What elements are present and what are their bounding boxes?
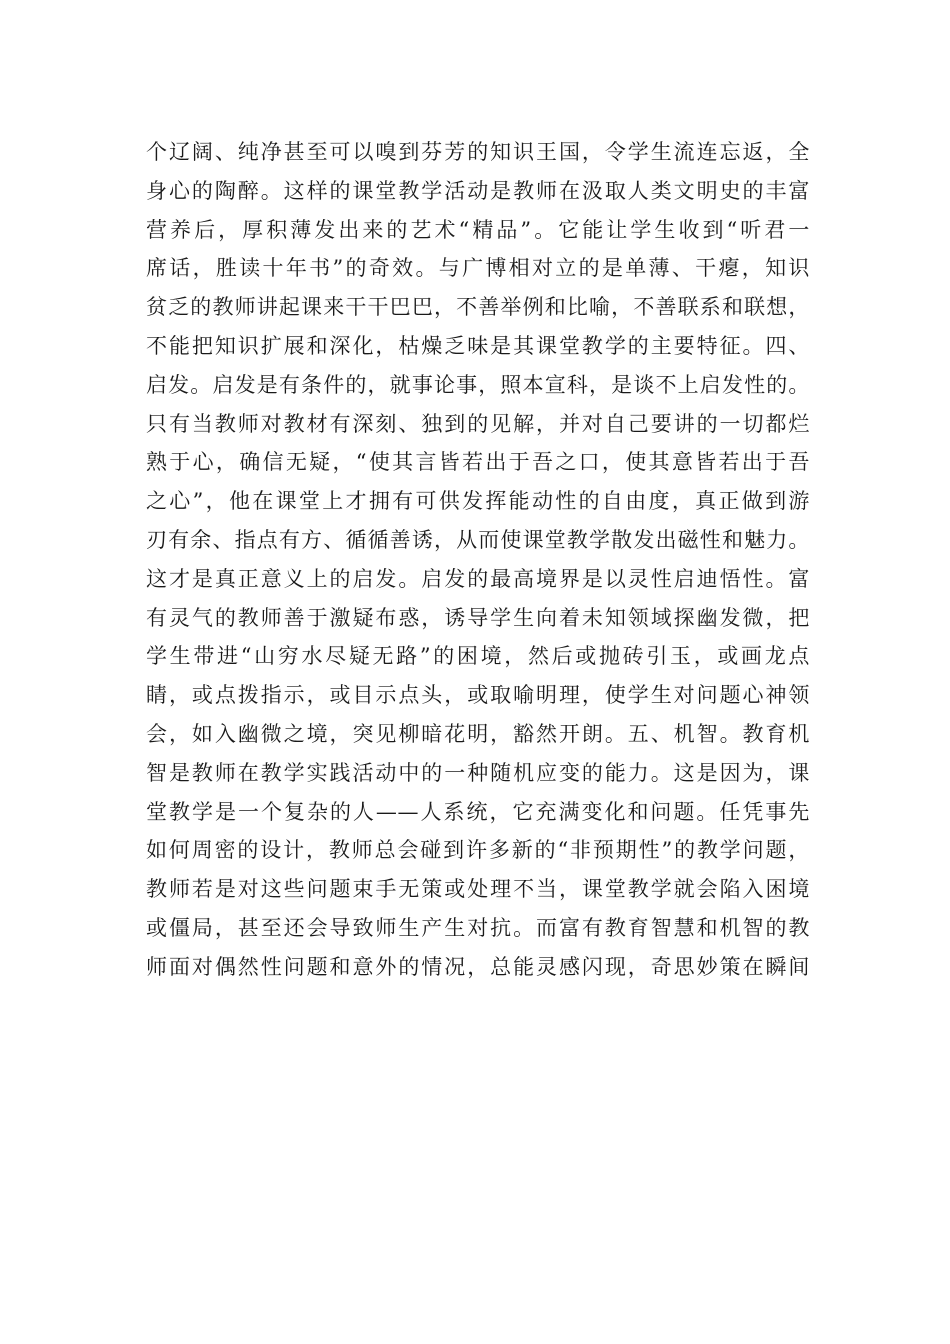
text-line: 学生带进“山穷水尽疑无路”的困境，然后或抛砖引玉，或画龙点 [146, 644, 810, 669]
text-line: 有灵气的教师善于激疑布惑，诱导学生向着未知领域探幽发微，把 [146, 605, 810, 630]
text-line: 堂教学是一个复杂的人——人系统，它充满变化和问题。任凭事先 [146, 799, 810, 824]
text-line: 或僵局，甚至还会导致师生产生对抗。而富有教育智慧和机智的教 [146, 915, 810, 940]
text-line: 营养后，厚积薄发出来的艺术“精品”。它能让学生收到“听君一 [146, 217, 810, 242]
text-line: 身心的陶醉。这样的课堂教学活动是教师在汲取人类文明史的丰富 [146, 178, 810, 203]
text-line: 刃有余、指点有方、循循善诱，从而使课堂教学散发出磁性和魅力。 [146, 527, 810, 552]
text-line: 席话，胜读十年书”的奇效。与广博相对立的是单薄、干瘪，知识 [146, 256, 810, 281]
text-line: 贫乏的教师讲起课来干干巴巴，不善举例和比喻，不善联系和联想， [146, 295, 810, 320]
text-line: 教师若是对这些问题束手无策或处理不当，课堂教学就会陷入困境 [146, 877, 810, 902]
text-line: 之心”，他在课堂上才拥有可供发挥能动性的自由度，真正做到游 [146, 489, 810, 514]
text-line: 不能把知识扩展和深化，枯燥乏味是其课堂教学的主要特征。四、 [146, 333, 810, 358]
body-paragraph [146, 133, 810, 987]
text-line: 睛，或点拨指示，或目示点头，或取喻明理，使学生对问题心神领 [146, 683, 810, 708]
text-line: 熟于心，确信无疑，“使其言皆若出于吾之口，使其意皆若出于吾 [146, 450, 810, 475]
text-line: 会，如入幽微之境，突见柳暗花明，豁然开朗。五、机智。教育机 [146, 721, 810, 746]
text-line: 师面对偶然性问题和意外的情况，总能灵感闪现，奇思妙策在瞬间 [146, 954, 810, 979]
text-line: 如何周密的设计，教师总会碰到许多新的“非预期性”的教学问题， [146, 838, 810, 863]
text-line: 个辽阔、纯净甚至可以嗅到芬芳的知识王国，令学生流连忘返，全 [146, 140, 810, 164]
text-line: 启发。启发是有条件的，就事论事，照本宣科，是谈不上启发性的。 [146, 372, 810, 397]
text-line: 只有当教师对教材有深刻、独到的见解，并对自己要讲的一切都烂 [146, 411, 810, 436]
text-line: 智是教师在教学实践活动中的一种随机应变的能力。这是因为，课 [146, 760, 810, 785]
text-line: 这才是真正意义上的启发。启发的最高境界是以灵性启迪悟性。富 [146, 566, 810, 591]
